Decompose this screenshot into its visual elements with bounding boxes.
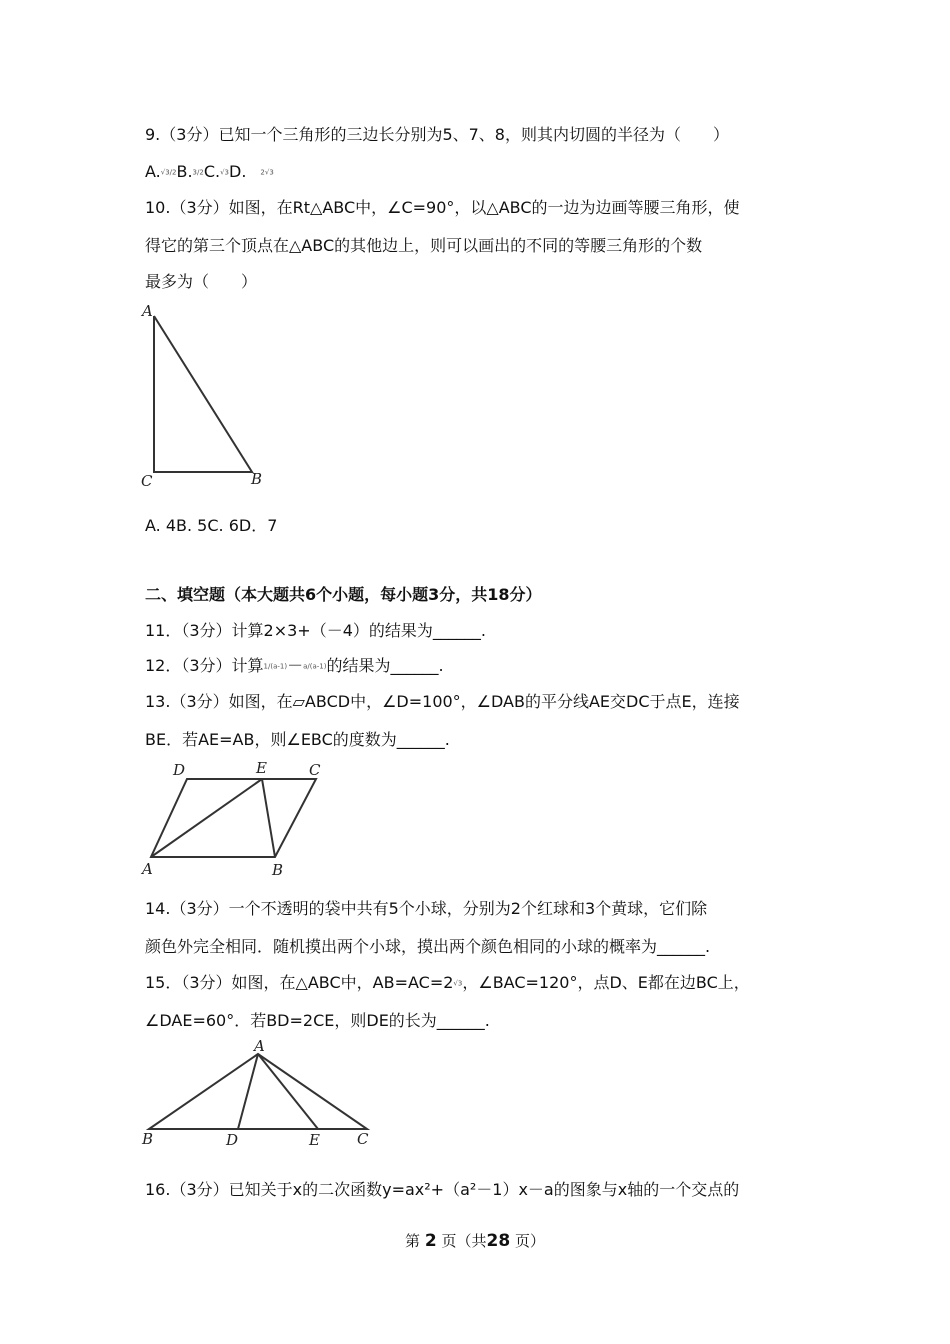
q12-fraction-2: a/(a-1) <box>303 662 327 671</box>
q10-line-1: 10.（3分）如图，在Rt△ABC中，∠C=90°，以△ABC的一边为边画等腰三角形，使 <box>145 198 740 217</box>
q9-option-a-label: A. <box>145 162 161 181</box>
footer-suffix: 页） <box>514 1232 545 1250</box>
q16-text: 16.（3分）已知关于x的二次函数y=ax²+（a²－1）x－a的图象与x轴的一个交点的 <box>145 1180 740 1199</box>
vertex-label-e: E <box>256 759 267 777</box>
segment-ae <box>258 1054 318 1129</box>
q12-suffix: 的结果为______. <box>326 656 444 675</box>
q13-parallelogram-figure <box>135 758 345 883</box>
vertex-label-e: E <box>309 1131 320 1149</box>
q9-option-d-label: D. <box>229 162 247 181</box>
q9-option-d-value: 2√3 <box>260 168 274 177</box>
q9-stem: 9.（3分）已知一个三角形的三边长分别为5、7、8，则其内切圆的半径为（ ） <box>145 125 729 144</box>
q12-minus: － <box>287 656 304 675</box>
q15-line-1 <box>145 973 750 994</box>
page-footer <box>0 1230 950 1251</box>
vertex-label-c: C <box>141 472 153 490</box>
vertex-label-c: C <box>309 761 321 779</box>
vertex-label-b: B <box>251 470 263 488</box>
vertex-label-a: A <box>142 860 153 878</box>
vertex-label-c: C <box>357 1130 369 1148</box>
segment-ae <box>151 779 262 857</box>
segment-be <box>262 779 275 857</box>
q10-right-triangle-figure <box>135 298 275 494</box>
vertex-label-a: A <box>142 302 153 320</box>
q13-line-1: 13.（3分）如图，在▱ABCD中，∠D=100°，∠DAB的平分线AE交DC于点E，连接 <box>145 692 740 711</box>
q12-fraction-1: 1/(a-1) <box>263 662 288 671</box>
q9-option-b-label: B. <box>176 162 193 181</box>
section-heading: 二、填空题（本大题共6个小题，每小题3分，共18分） <box>145 585 542 604</box>
q9-option-b-value: 3/2 <box>192 168 204 177</box>
q15-line-1-prefix: 15．（3分）如图，在△ABC中，AB=AC=2 <box>145 973 454 992</box>
vertex-label-d: D <box>173 761 186 779</box>
q15-line-1-suffix: ，∠BAC=120°，点D、E都在边BC上， <box>462 973 750 992</box>
vertex-label-d: D <box>226 1131 239 1149</box>
parallelogram-abcd <box>151 779 316 857</box>
q9-option-c-label: C. <box>203 162 221 181</box>
q9-options <box>145 162 274 183</box>
q10-options: A. 4B. 5C. 6D．7 <box>145 516 278 535</box>
q15-line-2: ∠DAE=60°．若BD=2CE，则DE的长为______. <box>145 1011 490 1030</box>
triangle-abc <box>149 1054 367 1129</box>
footer-page-number: 2 <box>424 1231 437 1251</box>
q14-line-1: 14.（3分）一个不透明的袋中共有5个小球，分别为2个红球和3个黄球，它们除 <box>145 899 708 918</box>
vertex-label-a: A <box>254 1037 265 1055</box>
vertex-label-b: B <box>272 861 284 879</box>
vertex-label-b: B <box>142 1130 154 1148</box>
footer-prefix: 第 <box>405 1232 421 1250</box>
q10-line-3: 最多为（ ） <box>145 272 258 291</box>
footer-middle: 页（共 <box>441 1232 487 1250</box>
q9-option-a-value: √3/2 <box>160 168 177 177</box>
q15-radical: √3 <box>453 979 463 988</box>
q12-prefix: 12．（3分）计算 <box>145 656 264 675</box>
q9-option-c-value: √3 <box>220 168 229 177</box>
q13-line-2: BE．若AE=AB，则∠EBC的度数为______. <box>145 730 450 749</box>
q10-line-2: 得它的第三个顶点在△ABC的其他边上，则可以画出的不同的等腰三角形的个数 <box>145 236 703 255</box>
q14-line-2: 颜色外完全相同．随机摸出两个小球，摸出两个颜色相同的小球的概率为______. <box>145 937 711 956</box>
q12-text <box>145 656 444 677</box>
triangle-abc <box>154 316 252 472</box>
footer-total-pages: 28 <box>486 1231 511 1251</box>
q15-triangle-figure <box>135 1036 380 1148</box>
q11-text: 11．（3分）计算2×3+（－4）的结果为______. <box>145 621 486 640</box>
